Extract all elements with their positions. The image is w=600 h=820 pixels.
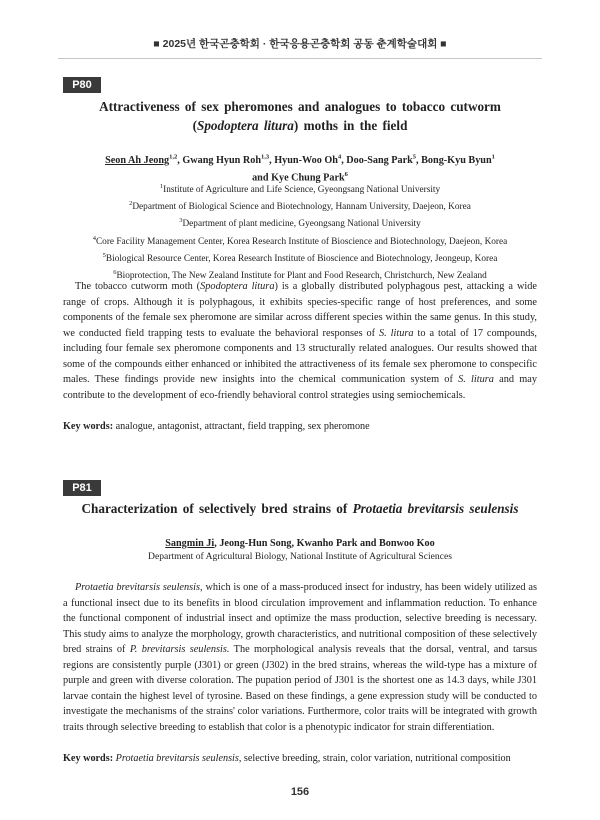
author-name: Gwang Hyun Roh bbox=[182, 155, 262, 167]
title-species: Spodoptera litura bbox=[197, 118, 294, 133]
author-names: , Jeong-Hun Song, Kwanho Park and Bonwoo Koo bbox=[214, 538, 435, 549]
author-separator: , bbox=[177, 155, 183, 167]
author-name: Hyun-Woo Oh bbox=[274, 155, 338, 167]
abstract-text: The morphological analysis reveals that the dorsal, ventral, and tarsus regions are consistently purple (J301) or green (J302) in the bred strains, whereas the wild-type has a mixture of purple and green with diverse coloration. The pupation period of J301 is the shortest one as 14.3 days, while J301 larvae contain the highest level of tyrosine. Based on these findings, a gene expression study will be conducted to investigate the mechanisms of the strains' color variations. Furthermore, color traits will be integrated with growth traits through selective breeding to establish that color is a phenotypic indicator for strain differentiation. bbox=[63, 644, 538, 733]
affiliation-sup: 4 bbox=[92, 234, 96, 242]
affiliation-text: Core Facility Management Center, Korea Research Institute of Bioscience and Biotechnology, Daejeon, Korea bbox=[95, 236, 508, 247]
keywords-label: Key words: bbox=[63, 753, 114, 764]
running-header: ■ 2025년 한국곤충학회 · 한국응용곤충학회 공동 춘계학술대회 ■ bbox=[153, 38, 447, 50]
abstract-title-p81 bbox=[58, 499, 542, 518]
affiliation-text: Bioprotection, The New Zealand Institute for Plant and Food Research, Christchurch, New Zealand bbox=[116, 271, 487, 282]
abstract-text: and may contribute to the development of eco-friendly behavioral control strategies using semiochemicals. bbox=[63, 374, 538, 401]
affiliation-list-p80 bbox=[58, 180, 542, 283]
species-name: S. litura bbox=[379, 327, 414, 339]
species-name: Protaetia brevitarsis seulensis bbox=[75, 582, 201, 593]
keywords-text: analogue, antagonist, attractant, field trapping, sex pheromone bbox=[113, 421, 370, 432]
abstract-body-p80 bbox=[63, 279, 537, 403]
abstract-title-p80 bbox=[58, 97, 542, 135]
author-sup: 1 bbox=[491, 154, 495, 161]
title-text: Characterization of selectively bred strains of bbox=[81, 501, 353, 516]
author-separator: , bbox=[269, 155, 275, 167]
presenter-name: Seon Ah Jeong bbox=[105, 155, 170, 167]
species-name: Spodoptera litura bbox=[200, 281, 275, 292]
author-separator: , bbox=[341, 155, 347, 167]
affiliation-line bbox=[58, 180, 542, 197]
author-sup: 1,2 bbox=[169, 154, 178, 161]
abstract-text: to a total of 17 compounds, including four female sex pheromone components and 13 structurally related analogues. Our results showed that some of the compounds either enhanced or inhibited the attractiveness of its female sex pheromone to conspecific males. These findings provide new insights into the chemical communication system of bbox=[63, 327, 537, 385]
affiliation-line bbox=[58, 249, 542, 266]
author-sup: 4 bbox=[337, 154, 342, 161]
abstract-id-badge-p80: P80 bbox=[63, 77, 101, 93]
abstract-id-badge-p81: P81 bbox=[63, 480, 101, 496]
title-species: Protaetia brevitarsis seulensis bbox=[352, 501, 519, 516]
keywords-text: , selective breeding, strain, color variation, nutritional composition bbox=[238, 753, 511, 764]
affiliation-text: Biological Resource Center, Korea Research Institute of Bioscience and Biotechnology, Jeongeup, Korea bbox=[105, 253, 498, 264]
abstract-text: , which is one of a mass-produced insect for industry, has been widely utilized as a functional insect due to its benefits in blood circulation improvement and inflammation reduction. To enhance the functional component of industrial insect and optimize the mass production, selective breeding is necessary. This study aims to analyze the morphology, growth characteristics, and nutritional composition of these selectively bred strains of bbox=[63, 582, 537, 655]
author-and: and bbox=[252, 172, 272, 184]
species-name: S. litura bbox=[458, 374, 494, 385]
author-sup: 6 bbox=[344, 171, 348, 179]
affiliation-sup: 5 bbox=[102, 251, 106, 259]
keywords-p80 bbox=[63, 420, 537, 434]
affiliation-text: Department of Biological Science and Biotechnology, Hannam University, Daejeon, Korea bbox=[132, 202, 471, 213]
author-sup: 5 bbox=[412, 154, 417, 161]
species-name: P. brevitarsis seulensis. bbox=[129, 644, 230, 655]
author-name: Kye Chung Park bbox=[271, 172, 345, 184]
author-separator: , bbox=[416, 155, 422, 167]
author-sup: 1,3 bbox=[261, 154, 270, 161]
affiliation-line bbox=[58, 214, 542, 231]
affiliation-sup: 2 bbox=[129, 200, 133, 208]
header-rule bbox=[58, 58, 542, 59]
author-list-p81 bbox=[58, 537, 542, 551]
abstract-text: The tobacco cutworm moth ( bbox=[75, 281, 201, 292]
author-name: Doo-Sang Park bbox=[346, 155, 413, 167]
affiliation-text: Department of plant medicine, Gyeongsang National University bbox=[182, 219, 421, 230]
affiliation-p81: Department of Agricultural Biology, National Institute of Agricultural Sciences bbox=[148, 551, 452, 562]
affiliation-sup: 3 bbox=[179, 217, 183, 225]
keywords-species: Protaetia brevitarsis seulensis bbox=[115, 753, 239, 764]
keywords-label: Key words: bbox=[63, 421, 114, 432]
title-text-end: ) moths in the field bbox=[293, 118, 408, 133]
author-name: Bong-Kyu Byun bbox=[421, 155, 492, 167]
affiliation-sup: 1 bbox=[159, 183, 164, 190]
keywords-p81 bbox=[63, 752, 537, 766]
affiliation-text: Institute of Agriculture and Life Science, Gyeongsang National University bbox=[163, 185, 441, 196]
affiliation-line bbox=[58, 197, 542, 214]
title-paren-open: ( bbox=[192, 118, 197, 133]
affiliation-line bbox=[58, 232, 542, 249]
page-number: 156 bbox=[290, 786, 310, 798]
affiliation-sup: 6 bbox=[113, 268, 117, 276]
presenter-name: Sangmin Ji bbox=[165, 538, 215, 549]
title-text: Attractiveness of sex pheromones and analogues to tobacco cutworm bbox=[99, 99, 501, 114]
abstract-body-p81 bbox=[63, 580, 537, 735]
abstract-text: ) is a globally distributed polyphagous pest, attacking a wide range of crops. Although it is polyphagous, it exhibits species-specific range of host preferences, and some components of the female sex pheromone are similar across different species within the same genus. In this study, we conducted field trapping tests to evaluate the behavioral responses of bbox=[63, 281, 537, 339]
